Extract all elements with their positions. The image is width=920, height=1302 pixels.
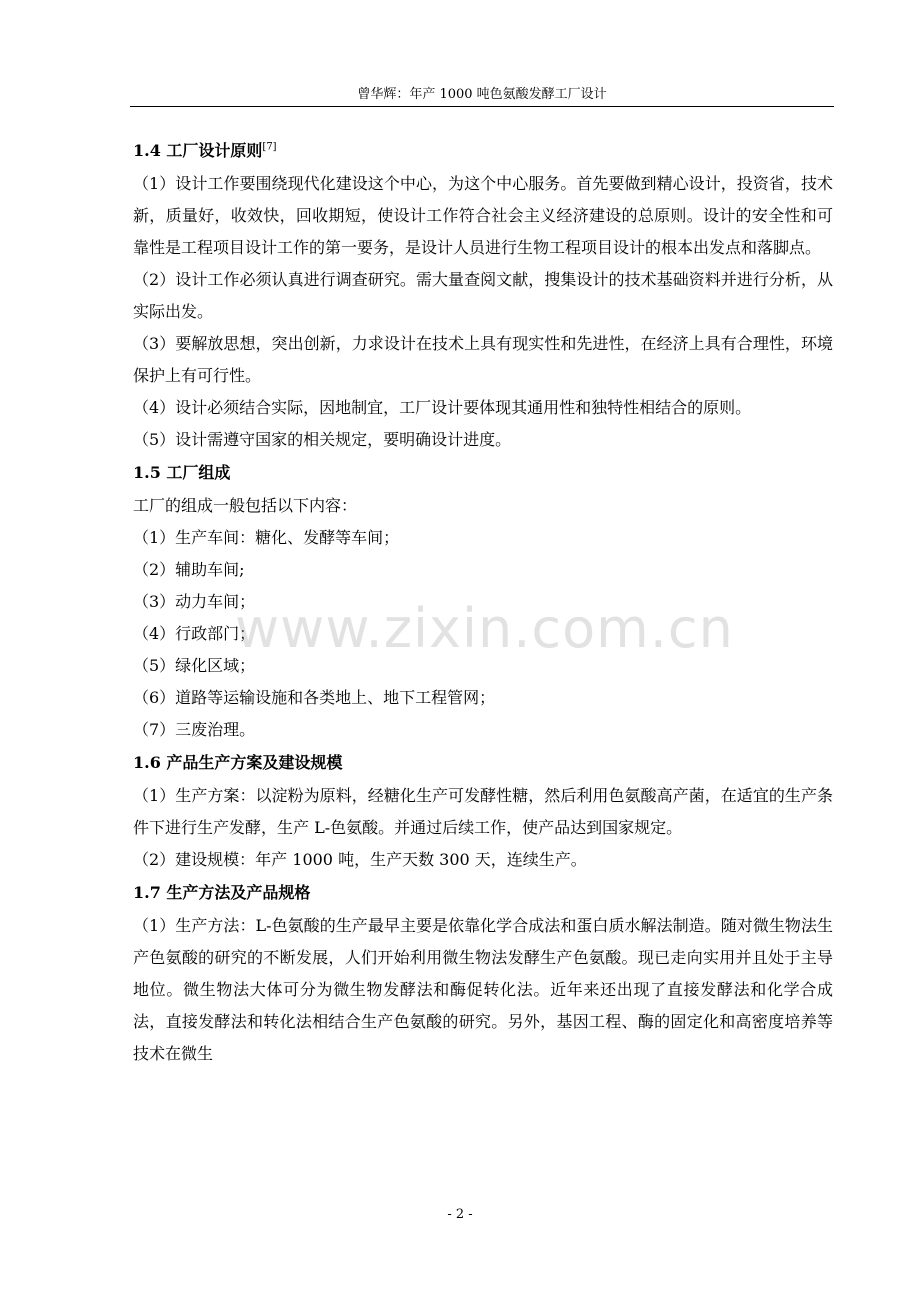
paragraph: （1）设计工作要围绕现代化建设这个中心，为这个中心服务。首先要做到精心设计，投资省，技术新，质量好，收效快，回收期短，使设计工作符合社会主义经济建设的总原则。设计的安全性和可靠性是工程项目设计工作的第一要务，是设计人员进行生物工程项目设计的根本出发点和落脚点。 [133, 174, 833, 257]
running-header: 曾华辉：年产 1000 吨色氨酸发酵工厂设计 [357, 87, 607, 102]
paragraph: （4）设计必须结合实际，因地制宜，工厂设计要体现其通用性和独特性相结合的原则。 [133, 398, 752, 417]
watermark-text: www.zixin.com.cn [235, 597, 734, 660]
section-heading-1-4 [133, 134, 833, 168]
paragraph: （3）要解放思想，突出创新，力求设计在技术上具有现实性和先进性，在经济上具有合理性，环境保护上有可行性。 [133, 334, 833, 385]
header-divider [130, 106, 834, 107]
list-item: （6）道路等运输设施和各类地上、地下工程管网； [133, 688, 496, 707]
list-item: （3）动力车间； [133, 592, 256, 611]
paragraph: （2）设计工作必须认真进行调查研究。需大量查阅文献，搜集设计的技术基础资料并进行分析，从实际出发。 [133, 270, 833, 321]
citation-marker: [7] [262, 141, 277, 153]
list-item: （4）行政部门； [133, 624, 256, 643]
section-heading-1-6: 1.6 产品生产方案及建设规模 [133, 753, 343, 772]
list-item: （7）三废治理。 [133, 720, 256, 739]
section-heading-1-7: 1.7 生产方法及产品规格 [133, 883, 311, 902]
paragraph: （5）设计需遵守国家的相关规定，要明确设计进度。 [133, 430, 512, 449]
section-heading-1-5: 1.5 工厂组成 [133, 463, 231, 482]
list-item: （2）辅助车间; [133, 560, 245, 579]
list-item: （1）生产车间：糖化、发酵等车间； [133, 528, 400, 547]
page-number: - 2 - [447, 1207, 473, 1222]
section-title: 1.4 工厂设计原则 [133, 141, 263, 160]
list-item: （5）绿化区域； [133, 656, 256, 675]
paragraph: （2）建设规模：年产 1000 吨，生产天数 300 天，连续生产。 [133, 850, 587, 869]
intro-line: 工厂的组成一般包括以下内容： [133, 496, 358, 515]
paragraph: （1）生产方法：L-色氨酸的生产最早主要是依靠化学合成法和蛋白质水解法制造。随对微生物法生产色氨酸的研究的不断发展，人们开始利用微生物法发酵生产色氨酸。现已走向实用并且处于主导地位。微生物法大体可分为微生物发酵法和酶促转化法。近年来还出现了直接发酵法和化学合成法，直接发酵法和转化法相结合生产色氨酸的研究。另外，基因工程、酶的固定化和高密度培养等技术在微生 [133, 916, 833, 1063]
paragraph: （1）生产方案：以淀粉为原料，经糖化生产可发酵性糖，然后利用色氨酸高产菌，在适宜的生产条件下进行生产发酵，生产 L-色氨酸。并通过后续工作，使产品达到国家规定。 [133, 786, 833, 837]
